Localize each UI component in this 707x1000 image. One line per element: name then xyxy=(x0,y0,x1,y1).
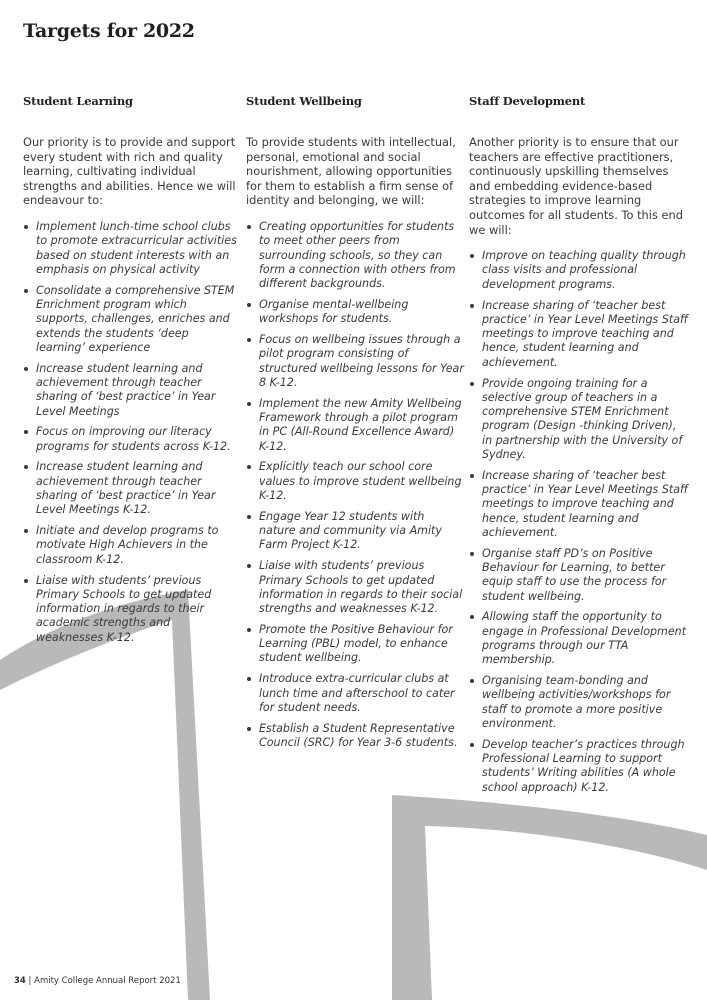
list-item: Increase student learning and achievement through teacher sharing of ‘best practice’ in Year Level Meetings K-12. xyxy=(23,460,239,517)
list-item: Establish a Student Representative Council (SRC) for Year 3-6 students. xyxy=(246,722,464,751)
publication-name: Amity College Annual Report 2021 xyxy=(34,976,181,986)
list-item: Increase student learning and achievement through teacher sharing of ‘best practice’ in Year Level Meetings xyxy=(23,362,239,419)
list-item: Implement the new Amity Wellbeing Framework through a pilot program in PC (All-Round Excellence Award) K-12. xyxy=(246,397,464,454)
page-footer xyxy=(14,976,181,986)
list-item: Engage Year 12 students with nature and community via Amity Farm Project K-12. xyxy=(246,510,464,553)
column-intro: Another priority is to ensure that our teachers are effective practitioners, continuously upskilling themselves and embedding evidence-based strategies to improve learning outcomes for all students. To this end we will: xyxy=(469,135,683,237)
list-item: Introduce extra-curricular clubs at lunch time and afterschool to cater for student needs. xyxy=(246,672,464,715)
gray-arch-shape xyxy=(0,590,210,1000)
list-item: Focus on improving our literacy programs for students across K-12. xyxy=(23,425,239,454)
column-student-wellbeing xyxy=(246,94,464,757)
page-title: Targets for 2022 xyxy=(23,20,195,42)
list-item: Liaise with students’ previous Primary Schools to get updated information in regards to their social strengths and weaknesses K-12. xyxy=(246,559,464,616)
column-student-learning xyxy=(23,94,239,651)
footer-separator: | xyxy=(28,976,32,986)
list-item: Allowing staff the opportunity to engage in Professional Development programs through our TTA membership. xyxy=(469,610,689,667)
column-intro: Our priority is to provide and support every student with rich and quality learning, cultivating individual strengths and abilities. Hence we will endeavour to: xyxy=(23,135,236,208)
bullet-list xyxy=(246,220,464,750)
list-item: Consolidate a comprehensive STEM Enrichment program which supports, challenges, enriches and extends the students ‘deep learning’ experience xyxy=(23,284,239,355)
page-number: 34 xyxy=(14,976,26,986)
list-item: Promote the Positive Behaviour for Learning (PBL) model, to enhance student wellbeing. xyxy=(246,623,464,666)
list-item: Organising team-bonding and wellbeing activities/workshops for staff to promote a more positive environment. xyxy=(469,674,689,731)
column-intro: To provide students with intellectual, personal, emotional and social nourishment, allowing opportunities for them to establish a firm sense of identity and belonging, we will: xyxy=(246,135,456,208)
column-staff-development xyxy=(469,94,689,802)
column-heading: Student Learning xyxy=(23,94,133,108)
list-item: Organise mental-wellbeing workshops for students. xyxy=(246,298,464,327)
gray-arch-shape-lower xyxy=(392,795,707,1000)
list-item: Initiate and develop programs to motivate High Achievers in the classroom K-12. xyxy=(23,524,239,567)
bullet-list xyxy=(469,249,689,795)
list-item: Develop teacher’s practices through Professional Learning to support students’ Writing abilities (A whole school approach) K-12. xyxy=(469,738,689,795)
list-item: Provide ongoing training for a selective group of teachers in a comprehensive STEM Enrichment program (Design -thinking Driven), in partnership with the University of Sydney. xyxy=(469,377,689,463)
list-item: Increase sharing of ‘teacher best practice’ in Year Level Meetings Staff meetings to improve teaching and hence, student learning and achievement. xyxy=(469,299,689,370)
list-item: Increase sharing of ‘teacher best practice’ in Year Level Meetings Staff meetings to improve teaching and hence, student learning and achievement. xyxy=(469,469,689,540)
list-item: Liaise with students’ previous Primary Schools to get updated information in regards to their academic strengths and weaknesses K-12. xyxy=(23,574,239,645)
list-item: Organise staff PD’s on Positive Behaviour for Learning, to better equip staff to use the process for student wellbeing. xyxy=(469,547,689,604)
column-heading: Student Wellbeing xyxy=(246,94,362,108)
list-item: Creating opportunities for students to meet other peers from surrounding schools, so they can form a connection with others from different backgrounds. xyxy=(246,220,464,291)
list-item: Focus on wellbeing issues through a pilot program consisting of structured wellbeing lessons for Year 8 K-12. xyxy=(246,333,464,390)
list-item: Explicitly teach our school core values to improve student wellbeing K-12. xyxy=(246,460,464,503)
bullet-list xyxy=(23,220,239,645)
column-heading: Staff Development xyxy=(469,94,586,108)
list-item: Implement lunch-time school clubs to promote extracurricular activities based on student interests with an emphasis on physical activity xyxy=(23,220,239,277)
list-item: Improve on teaching quality through class visits and professional development programs. xyxy=(469,249,689,292)
